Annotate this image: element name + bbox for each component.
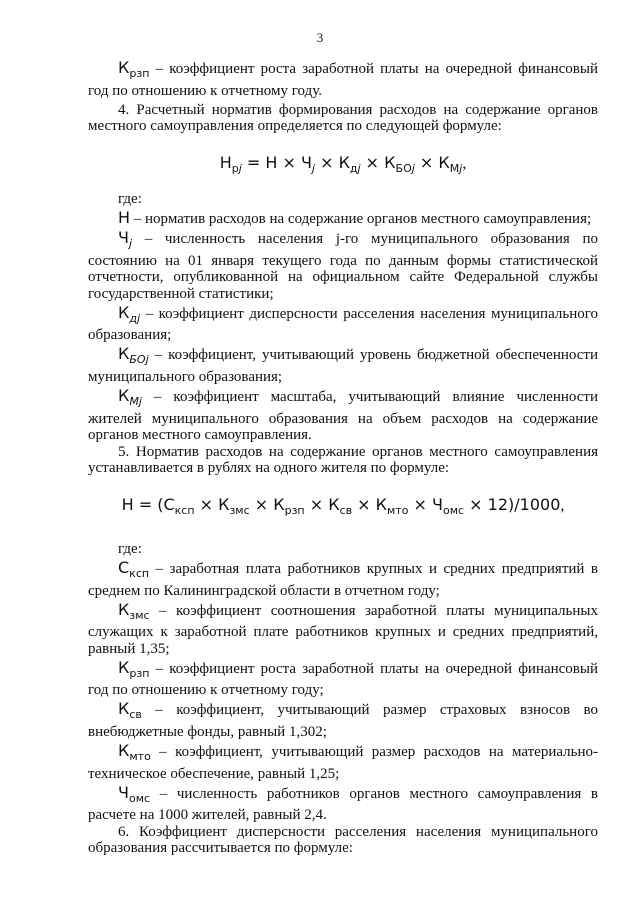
section-5-text: 5. Норматив расходов на содержание органов местного самоуправления устанавливается в рублях на одного жителя по формуле:: [88, 443, 598, 477]
definition-ch-j: $Ч_j$ – численность населения j-го муниципального образования по состоянию на 01 января текущего года по данным формы статистической отчетности, опубликованной на официальном сайте Федеральной службы государственной статистики;: [88, 227, 598, 302]
definition-n: Н – норматив расходов на содержание органов местного самоуправления;: [118, 207, 592, 227]
section-6-text: 6. Коэффициент дисперсности расселения населения муниципального образования рассчитывается по формуле:: [88, 823, 598, 857]
section-4-text: 4. Расчетный норматив формирования расходов на содержание органов местного самоуправления определяется по следующей формуле:: [88, 101, 598, 135]
symbol: $К_{дj}$: [118, 302, 141, 325]
definition-s-ksp: $С_{ксп}$ – заработная плата работников крупных и средних предприятий в среднем по Калининградской области в отчетном году;: [88, 557, 598, 599]
symbol: Н: [118, 207, 131, 227]
definition-k-rzp-2: $К_{рзп}$ – коэффициент роста заработной платы на очередной финансовый год по отношению к отчетному году;: [88, 657, 598, 699]
formula-staff-norm: $Н_{рj} = Н \times Ч_j \times К_{дj} \times К_{БОj} \times К_{Мj}$,: [219, 152, 467, 175]
symbol: $Ч_{омс}$: [118, 782, 151, 805]
definition-k-zms: $К_{змс}$ – коэффициент соотношения заработной платы муниципальных служащих к заработной плате работников крупных и средних предприятий, равный 1,35;: [88, 599, 598, 657]
symbol: $К_{рзп}$: [118, 657, 150, 680]
symbol: $Ч_j$: [118, 227, 133, 251]
definition-k-sv: $К_{св}$ – коэффициент, учитывающий размер страховых взносов во внебюджетные фонды, равный 1,302;: [88, 699, 598, 741]
document-body: [88, 60, 598, 857]
definition-k-mj: $К_{Мj}$ – коэффициент масштаба, учитывающий влияние численности жителей муниципального образования на объем расходов на содержание органов местного самоуправления.: [88, 385, 598, 444]
symbol: $К_{мто}$: [118, 741, 151, 764]
definition-k-dj: $К_{дj}$ – коэффициент дисперсности расселения населения муниципального образования;: [88, 302, 598, 344]
where-label: где:: [118, 190, 142, 207]
symbol: $К_{Мj}$: [118, 385, 142, 409]
definition-k-mto: $К_{мто}$ – коэффициент, учитывающий размер расходов на материально-техническое обеспечение, равный 1,25;: [88, 741, 598, 782]
where-label: где:: [118, 540, 142, 557]
definition-k-boj: $К_{БОj}$ – коэффициент, учитывающий уровень бюджетной обеспеченности муниципального образования;: [88, 344, 598, 385]
symbol: $К_{БОj}$: [118, 344, 149, 367]
page-number: 3: [316, 30, 324, 45]
symbol: $С_{ксп}$: [118, 557, 150, 580]
formula-expense-norm: $Н = (С_{ксп} \times К_{змс} \times К_{рзп} \times К_{св} \times К_{мто} \times Ч_{омс} \times 12)/1000$,: [121, 494, 565, 517]
symbol: $К_{рзп}$: [118, 58, 150, 81]
definition-k-rzp: $К_{рзп}$ – коэффициент роста заработной платы на очередной финансовый год по отношению к отчетному году.: [88, 58, 598, 99]
symbol: $К_{змс}$: [118, 599, 150, 622]
symbol: $К_{св}$: [118, 699, 142, 722]
definition-ch-oms: $Ч_{омс}$ – численность работников органов местного самоуправления в расчете на 1000 жителей, равный 2,4.: [88, 782, 598, 824]
